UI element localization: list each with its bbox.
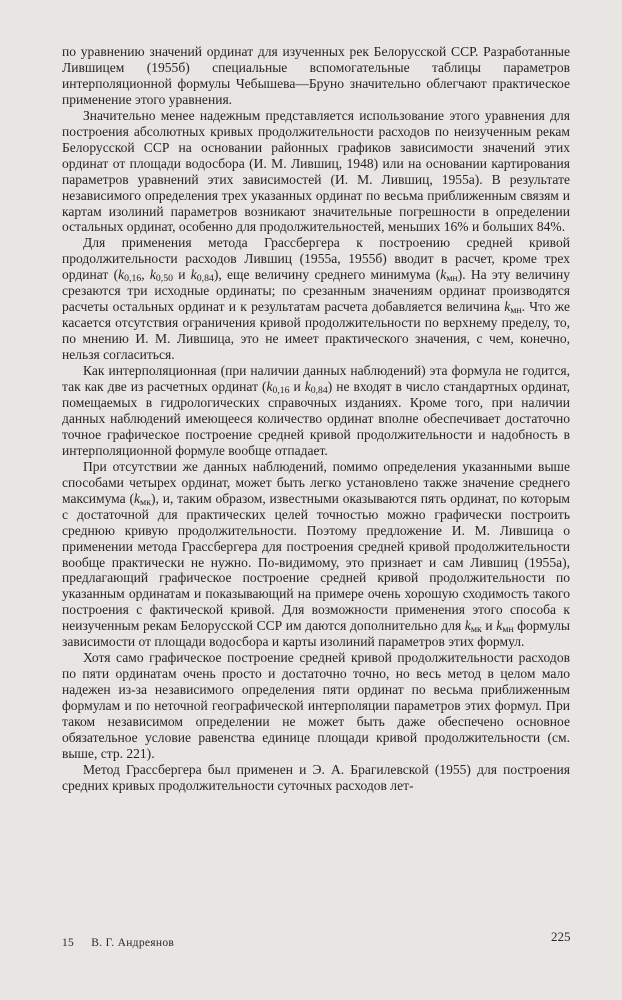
paragraph-7: Метод Грассбергера был применен и Э. А. Брагилевской (1955) для построения средних кривых продолжительности суточных расходов лет-	[62, 761, 570, 793]
paragraph-3: Для применения метода Грассбергера к построению средней кривой продолжительности расходов Лившиц (1955а, 1955б) вводит в расчет, кроме трех ординат ($k_{0,16}$, $k_{0,50}$ и $k_{0,84}$), еще величину среднего минимума $(k_{мн})$. На эту величину срезаются три исходные ординаты; по срезанным значениям ординат производятся расчеты остальных ординат и к результатам расчета добавляется величина $k_{мн}$. Что же касается отсутствия ограничения кривой продолжительности по верхнему пределу, то, по мнению И. М. Лившица, это не имеет практического значения, с чем, конечно, нельзя согласиться.	[62, 235, 570, 363]
paragraph-1: по уравнению значений ординат для изученных рек Белорусской ССР. Разработанные Лившицем (1955б) специальные вспомогательные таблицы параметров интерполяционной формулы Чебышева—Бруно значительно облегчают практическое применение этого уравнения.	[62, 44, 570, 107]
paragraph-2: Значительно менее надежным представляется использование этого уравнения для построения абсолютных кривых продолжительности расходов по неизученным рекам Белорусской ССР на основании районных графиков зависимости значений этих ординат от площади водосбора (И. М. Лившиц, 1948) или на основании картирования параметров уравнений этих зависимостей (И. М. Лившиц, 1955а). В результате независимого определения трех указанных ординат по весьма приближенным связям и картам изолиний параметров возникают значительные погрешности в определении остальных ординат, особенно для продолжительностей, меньших 16% и больших 84%.	[62, 107, 570, 235]
signature-number: 15	[62, 937, 75, 949]
signature-mark	[62, 937, 174, 949]
body-text	[62, 44, 570, 794]
signature-author: В. Г. Андреянов	[91, 937, 175, 949]
page-number: 225	[551, 929, 571, 944]
paragraph-5: При отсутствии же данных наблюдений, помимо определения указанными выше способами четырех ординат, может быть легко установлено также значение среднего максимума $(k_{мк})$, и, таким образом, известными оказываются пять ординат, по которым с достаточной для практических целей точностью можно графически построить среднюю кривую продолжительности. Поэтому предложение И. М. Лившица о применении метода Грассбергера для построения средней кривой продолжительности вообще практически не нужно. По-видимому, это признает и сам Лившиц (1955а), предлагающий графическое построение средней кривой продолжительности по указанным ординатам и показывающий на примере очень хорошую сходимость такого построения с фактической кривой. Для возможности применения этого способа к неизученным рекам Белорусской ССР им даются дополнительно для $k_{мк}$ и $k_{мн}$ формулы зависимости от площади водосбора и карты изолиний параметров этих формул.	[62, 458, 570, 650]
paragraph-4: Как интерполяционная (при наличии данных наблюдений) эта формула не годится, так как две из расчетных ординат ($k_{0,16}$ и $k_{0,84}$) не входят в число стандартных ординат, помещаемых в гидрологических справочных изданиях. Кроме того, при наличии данных наблюдений имеющееся количество ординат вполне обеспечивает достаточно точное графическое построение средней кривой продолжительности и надобность в интерполяционной формуле вообще отпадает.	[62, 363, 571, 458]
paragraph-6: Хотя само графическое построение средней кривой продолжительности расходов по пяти ординатам очень просто и достаточно точно, но весь метод в целом мало надежен из-за независимого определения пяти ординат по весьма приближенным формулам и по неточной географической интерполяции параметров этих формул. При таком независимом определении не может быть даже обеспечено основное обязательное условие равенства единице площади кривой продолжительности (см. выше, стр. 221).	[62, 650, 570, 761]
